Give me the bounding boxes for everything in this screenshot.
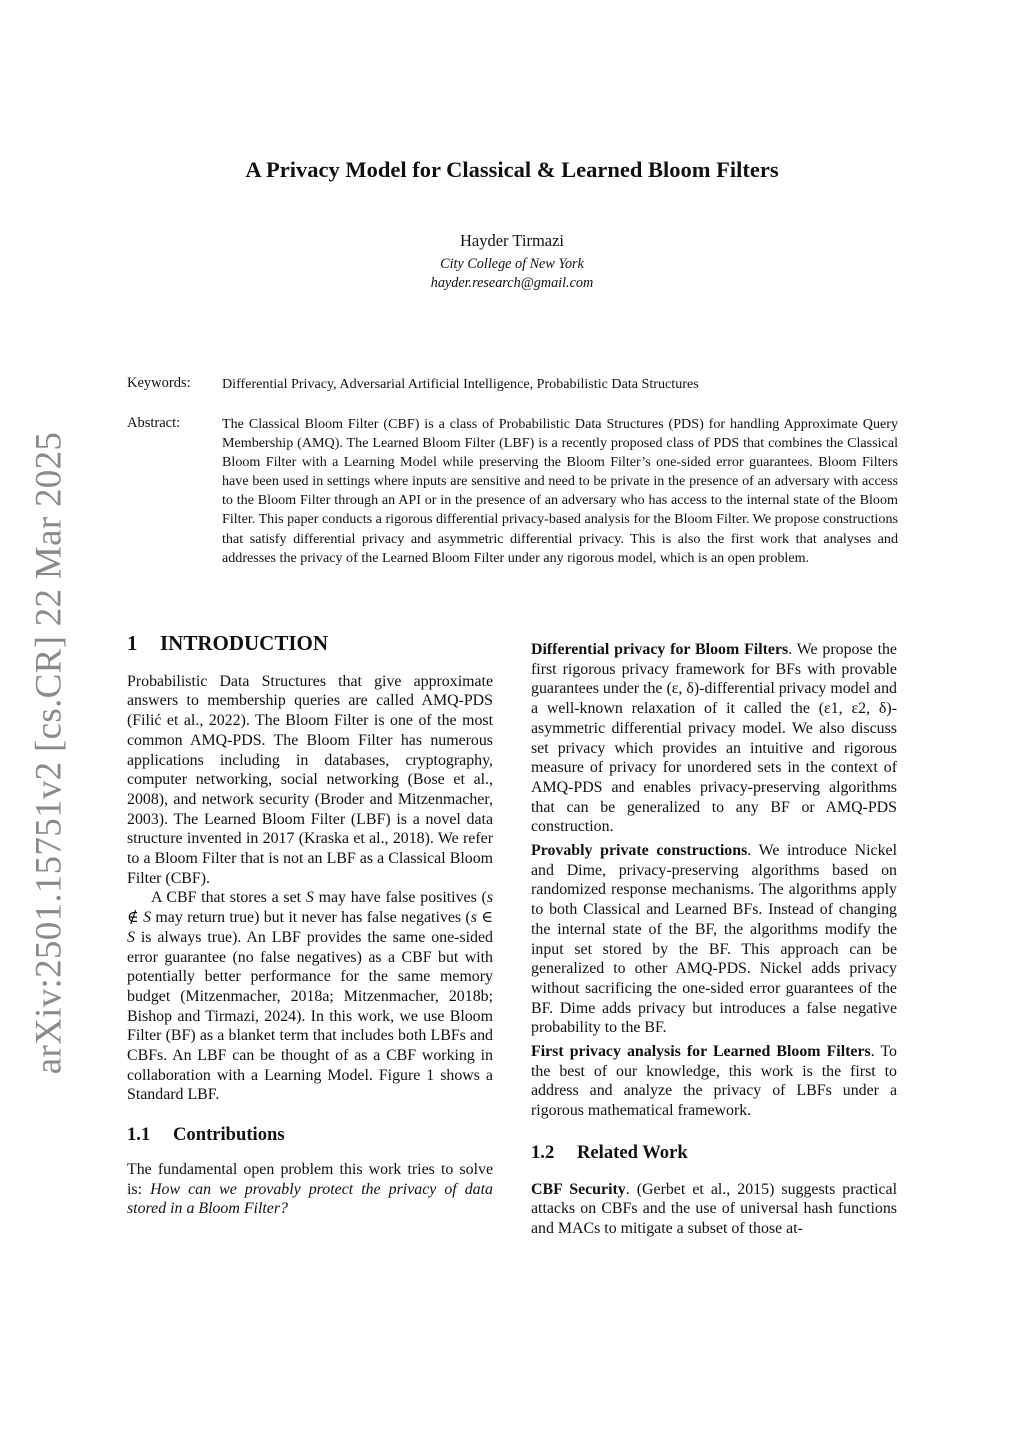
left-column xyxy=(127,631,493,1219)
author-name: Hayder Tirmazi xyxy=(459,231,565,250)
author-email: hayder.research@gmail.com xyxy=(430,275,594,291)
abstract-label: Abstract: xyxy=(127,415,181,431)
subsection-heading-related-work xyxy=(531,1143,897,1163)
contribution-private-constructions: Provably private constructions. We introduce Nickel and Dime, privacy-preserving algorithms based on randomized response mechanisms. The algorithms apply to both Classical and Learned BFs. Instead of changing the internal state of the BF, the algorithms modify the input set stored by the BF. This approach can be generalized to other AMQ-PDS. Nickel adds privacy without sacrificing the one-sided error guarantees of the BF. Dime adds privacy but introduces a false negative probability to the BF. xyxy=(531,842,898,1037)
subsection-heading-contributions xyxy=(127,1125,493,1145)
arxiv-identifier-stamp xyxy=(28,431,70,1075)
right-column xyxy=(531,640,897,1239)
abstract-text: The Classical Bloom Filter (CBF) is a class of Probabilistic Data Structures (PDS) for handling Approximate Query Membership (AMQ). The Learned Bloom Filter (LBF) is a recently proposed class of PDS that combines the Classical Bloom Filter with a Learning Model while preserving the Bloom Filter’s one-sided error guarantees. Bloom Filters have been used in settings where inputs are sensitive and need to be private in the presence of an adversary with access to the Bloom Filter through an API or in the presence of an adversary who has access to the internal state of the Bloom Filter. This paper conducts a rigorous differential privacy-based analysis for the Bloom Filter. We propose constructions that satisfy differential privacy and asymmetric differential privacy. This is also the first work that analyses and addresses the privacy of the Learned Bloom Filter under any rigorous model, which is an open problem. xyxy=(222,416,898,566)
subsection-number: 1.1 xyxy=(127,1124,151,1146)
contributions-paragraph: The fundamental open problem this work tries to solve is: How can we provably protect the privacy of data stored in a Bloom Filter? xyxy=(127,1160,493,1218)
intro-paragraph-2: A CBF that stores a set S may have false positives (s ∉ S may return true) but it never has false negatives (s ∈ S is always true). An LBF provides the same one-sided error guarantee (no false negatives) as a CBF but with potentially better performance for the same memory budget (Mitzenmacher, 2018a; Mitzenmacher, 2018b; Bishop and Tirmazi, 2024). In this work, we use Bloom Filter (BF) as a blanket term that includes both LBFs and CBFs. An LBF can be thought of as a CBF working in collaboration with a Learning Model. Figure 1 shows a Standard LBF. xyxy=(127,889,493,1104)
math-s-in-S: s ∈ S xyxy=(127,909,493,946)
subsection-title: Related Work xyxy=(577,1141,688,1163)
paper-title: A Privacy Model for Classical & Learned Bloom Filters xyxy=(245,157,779,182)
author-affiliation: City College of New York xyxy=(440,256,584,272)
related-work-cbf-security: CBF Security. (Gerbet et al., 2015) suggests practical attacks on CBFs and the use of universal hash functions and MACs to mitigate a subset of those at- xyxy=(531,1180,898,1237)
subsection-number: 1.2 xyxy=(531,1141,555,1163)
research-question: How can we provably protect the privacy of data stored in a Bloom Filter? xyxy=(127,1180,493,1218)
intro-paragraph-1: Probabilistic Data Structures that give approximate answers to membership queries are called AMQ-PDS (Filić et al., 2022). The Bloom Filter is one of the most common AMQ-PDS. The Bloom Filter has numerous applications including in databases, cryptography, computer networking, social networking (Bose et al., 2008), and network security (Broder and Mitzenmacher, 2003). The Learned Bloom Filter (LBF) is a novel data structure invented in 2017 (Kraska et al., 2018). We refer to a Bloom Filter that is not an LBF as a Classical Bloom Filter (CBF). xyxy=(127,672,493,887)
keywords-text: Differential Privacy, Adversarial Artificial Intelligence, Probabilistic Data Structures xyxy=(222,376,699,392)
math-epsilon1-epsilon2-delta: (ε1, ε2, δ) xyxy=(818,700,892,718)
section-number: 1 xyxy=(127,631,138,655)
contribution-differential-privacy: Differential privacy for Bloom Filters. We propose the first rigorous privacy framework for BFs with provable guarantees under the (ε, δ)-differential privacy model and a well-known relaxation of it called the (ε1, ε2, δ)-asymmetric differential privacy model. We also discuss set privacy which provides an intuitive and rigorous measure of privacy for unordered sets in the context of AMQ-PDS and enables privacy-preserving algorithms that can be generalized to any BF or AMQ-PDS construction. xyxy=(531,641,897,836)
contribution-lbf-privacy-analysis: First privacy analysis for Learned Bloom Filters. To the best of our knowledge, this work is the first to address and analyze the privacy of LBFs under a rigorous mathematical framework. xyxy=(531,1043,897,1120)
math-epsilon-delta: (ε, δ) xyxy=(666,680,700,698)
arxiv-identifier: arXiv:2501.15751v2 [cs.CR] 22 Mar 2025 xyxy=(28,431,70,1075)
section-heading-introduction xyxy=(127,631,493,655)
section-title: INTRODUCTION xyxy=(160,631,329,655)
subsection-title: Contributions xyxy=(173,1124,285,1146)
math-set-S: S xyxy=(305,889,314,907)
math-s-not-in-S: s ∉ S xyxy=(127,889,493,927)
keywords-label: Keywords: xyxy=(127,375,191,391)
